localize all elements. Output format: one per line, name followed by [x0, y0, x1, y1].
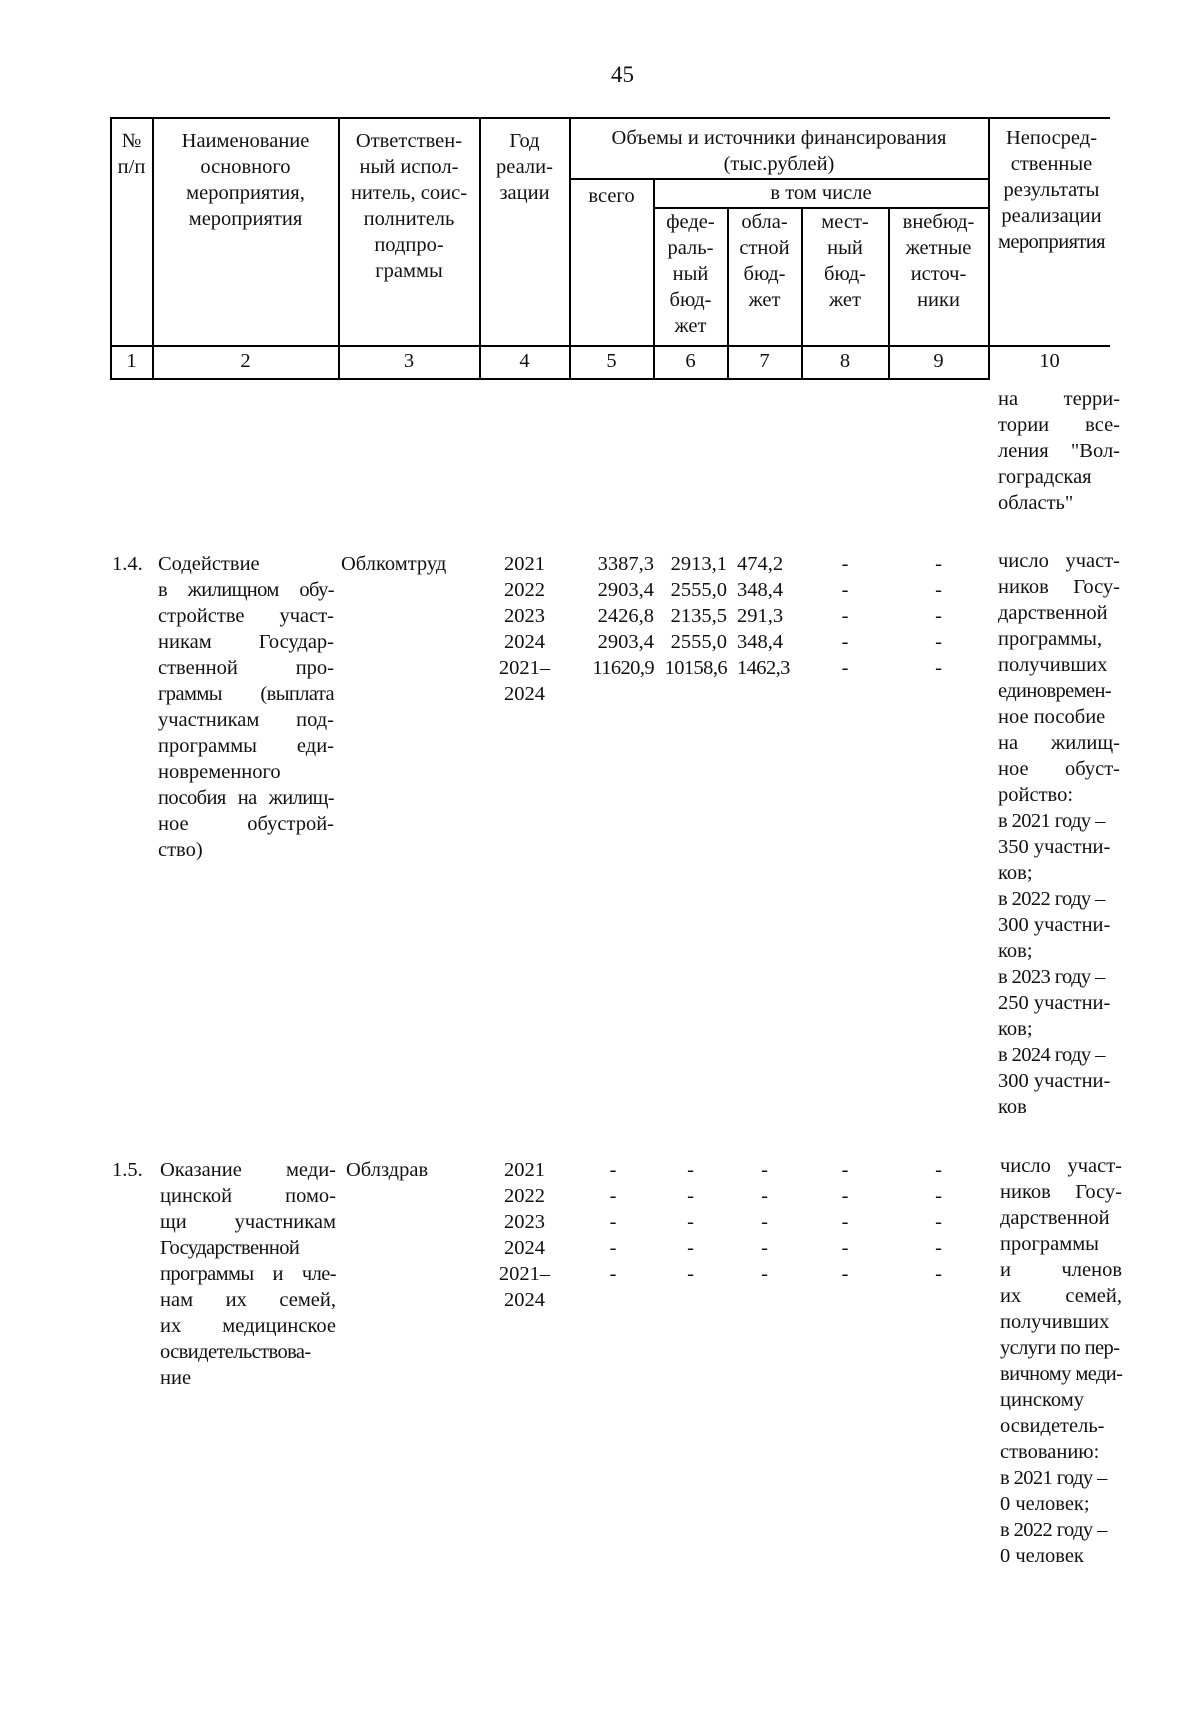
header-col-local: мест- ный бюд- жет [821, 211, 869, 311]
column-number: 6 [685, 350, 696, 372]
row-years: 2021 2022 2023 2024 2021– 2024 [498, 1159, 551, 1311]
column-number: 2 [240, 350, 251, 372]
row-extrabudget: - - - - - [935, 553, 942, 679]
column-number: 3 [403, 350, 415, 372]
row-local: - - - - - [841, 553, 849, 679]
row-local: - - - - - [841, 1159, 849, 1285]
header-col-total: всего [588, 185, 635, 207]
row-total: 3387,3 2903,4 2426,8 2903,4 11620,9 [592, 553, 654, 679]
row-regional: 474,2 348,4 291,3 348,4 1462,3 [737, 553, 790, 679]
header-col-funding: Объемы и источники финансирования (тыс.рублей) [611, 127, 947, 175]
row-total: - - - - - [609, 1159, 617, 1285]
header-col-extrabudget: внебюд- жетные источ- ники [902, 211, 975, 311]
row-number: 1.4. [112, 553, 143, 575]
row-name: Содействие в жилищном обу- стройстве участ- никам Государ- ственной про- граммы (выплата участникам под- программы еди- новременного пособия на жилищ- ное обустрой- ство) [158, 553, 334, 861]
header-col-num: № п/п [117, 130, 146, 178]
row-executor: Облкомтруд [341, 553, 447, 575]
column-number: 1 [126, 350, 137, 372]
row-years: 2021 2022 2023 2024 2021– 2024 [498, 553, 551, 705]
column-number: 7 [759, 350, 770, 372]
row-regional: - - - - - [761, 1159, 768, 1285]
page-number: 45 [611, 62, 634, 87]
header-col-incl: в том числе [770, 182, 872, 204]
continuation-result: на терри- тории все- ления "Вол- гоградская область" [998, 388, 1120, 514]
column-number: 8 [839, 350, 851, 372]
header-col-regional: обла- стной бюд- жет [739, 211, 790, 311]
row-result: число участ- ников Госу- дарственной программы, получивших единовремен- ное пособие на жилищ- ное обуст- ройство: в 2021 году – 350 участни- ков; в 2022 году – 300 участни- ков; в 2023 году – 250 участни- ков; в 2024 году – 300 участни- ков [998, 550, 1120, 1118]
header-col-result: Непосред- ственные результаты реализации мероприятия [998, 127, 1105, 253]
column-number: 4 [519, 350, 530, 372]
row-extrabudget: - - - - - [935, 1159, 942, 1285]
header-col-federal: феде- раль- ный бюд- жет [666, 211, 715, 337]
column-number: 9 [933, 350, 944, 372]
column-number: 10 [1039, 350, 1060, 372]
row-result: число участ- ников Госу- дарственной программы и членов их семей, получивших услуги по пер- вичному меди- цинскому освидетель- ствованию: в 2021 году – 0 человек; в 2022 году – 0 человек [1000, 1155, 1123, 1567]
row-name: Оказание меди- цинской помо- щи участникам Государственной программы и чле- нам их семей, их медицинское освидетельствова- ние [160, 1159, 336, 1389]
row-federal: 2913,1 2555,0 2135,5 2555,0 10158,6 [664, 553, 727, 679]
header-col-executor: Ответствен- ный испол- нитель, соис- полнитель подпро- граммы [350, 130, 468, 282]
header-col-year: Год реали- зации [496, 130, 553, 204]
row-number: 1.5. [112, 1159, 143, 1181]
header-col-name: Наименование основного мероприятия, мероприятия [181, 130, 310, 230]
row-federal: - - - - - [687, 1159, 694, 1285]
row-executor: Облздрав [346, 1159, 429, 1181]
column-number: 5 [606, 350, 617, 372]
